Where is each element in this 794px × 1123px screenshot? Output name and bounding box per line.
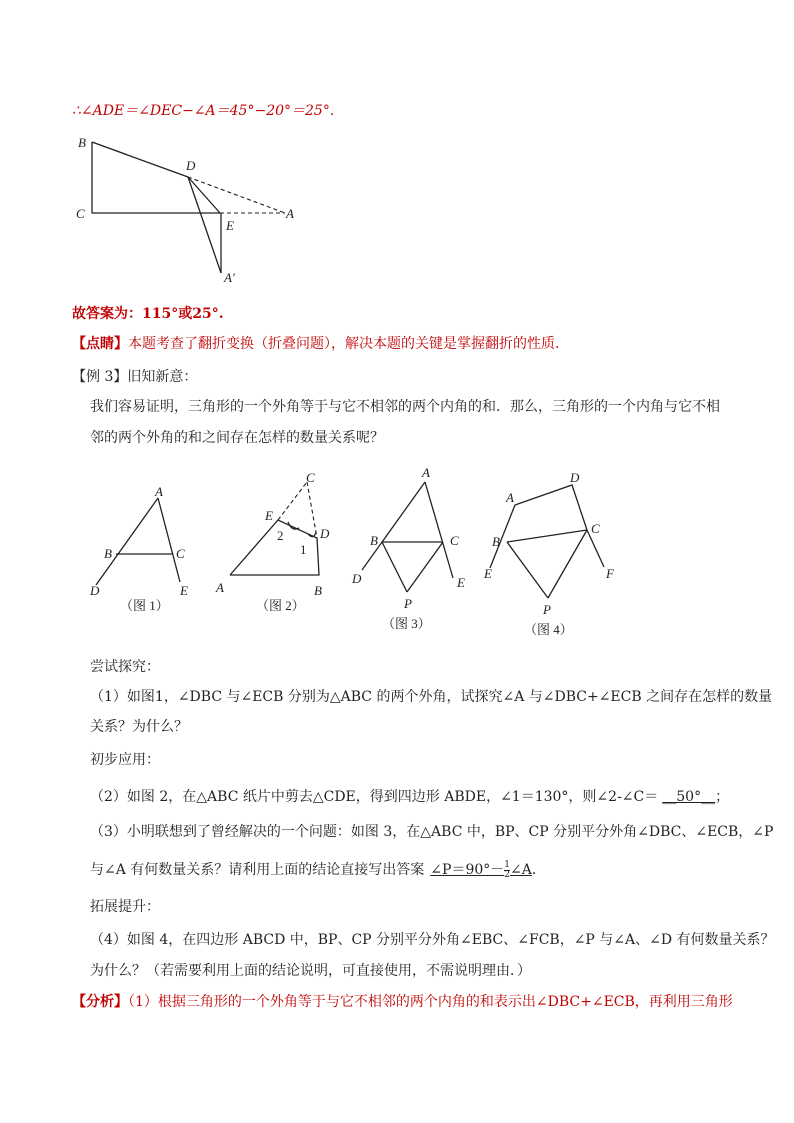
fold-figure-segment-bd [92, 142, 188, 177]
caption-figure-2: （图 2） [256, 598, 305, 613]
question-1-line-2: 关系？为什么？ [90, 719, 188, 735]
analysis-tag: 【分析】 [72, 994, 128, 1010]
label-C: C [76, 206, 85, 221]
question-4-line-1: （4）如图 4，在四边形 ABCD 中，BP、CP 分别平分外角∠EBC、∠FCB，∠P 与∠A、∠D 有何数量关系？ [90, 932, 775, 948]
answer-line: 故答案为：115°或25°. [72, 306, 224, 322]
question-3-text: 与∠A 有何数量关系？请利用上面的结论直接写出答案 [90, 862, 425, 878]
figure-2 [215, 470, 330, 613]
f2-B: B [314, 583, 322, 598]
derivation-formula: ∴∠ADE＝∠DEC−∠A＝45°−20°＝25°. [72, 103, 335, 119]
f3-D: D [352, 571, 362, 586]
figure-1 [89, 484, 188, 613]
label-A-prime: A′ [224, 270, 235, 285]
f3-C: C [450, 533, 459, 548]
prelim-heading: 初步应用： [90, 752, 160, 768]
f4-C: C [591, 521, 600, 536]
figures-row [80, 460, 720, 640]
label-A: A [286, 206, 294, 221]
f2-angle-2: 2 [277, 528, 284, 543]
label-E: E [226, 218, 234, 233]
f4-F: F [606, 566, 614, 581]
f4-B: B [492, 534, 500, 549]
fold-figure [70, 130, 310, 290]
question-4-line-2: 为什么？（若需要利用上面的结论说明，可直接使用，不需说明理由．） [90, 963, 531, 979]
intro-line-2: 邻的两个外角的和之间存在怎样的数量关系呢？ [90, 430, 384, 446]
f4-A: A [506, 490, 514, 505]
fraction-denominator: 2 [504, 869, 510, 880]
intro-line-1: 我们容易证明，三角形的一个外角等于与它不相邻的两个内角的和．那么，三角形的一个内角与它不相 [90, 399, 720, 415]
label-B: B [78, 135, 86, 150]
f2-angle-1: 1 [300, 542, 307, 557]
extend-heading: 拓展提升： [90, 899, 160, 915]
f1-D: D [90, 583, 100, 598]
question-3-line-2 [90, 860, 546, 880]
question-2-text: （2）如图 2，在△ABC 纸片中剪去△CDE，得到四边形 ABDE，∠1＝130°，则∠2-∠C＝ [90, 789, 659, 805]
f2-C: C [306, 470, 315, 485]
label-D: D [186, 158, 196, 173]
question-1-line-1: （1）如图1，∠DBC 与∠ECB 分别为△ABC 的两个外角，试探究∠A 与∠DBC+∠ECB 之间存在怎样的数量 [90, 689, 773, 705]
question-2-answer: __50°__ [662, 789, 716, 805]
analysis-text: （1）根据三角形的一个外角等于与它不相邻的两个内角的和表示出∠DBC+∠ECB，再利用三角形 [128, 994, 733, 1010]
f3-A: A [422, 465, 430, 480]
f3-B: B [370, 533, 378, 548]
question-3-line-1: （3）小明联想到了曾经解决的一个问题：如图 3，在△ABC 中，BP、CP 分别平分外角∠DBC、∠ECB，∠P [90, 824, 774, 840]
analysis-line [72, 992, 733, 1012]
caption-figure-4: （图 4） [524, 622, 573, 637]
f1-C: C [176, 546, 185, 561]
dianjing-line [72, 334, 559, 354]
question-2-end: ； [715, 789, 730, 805]
question-3-answer [430, 859, 532, 880]
example-heading [72, 367, 197, 387]
example-title: 旧知新意： [127, 369, 198, 385]
question-2 [90, 787, 729, 807]
caption-figure-1: （图 1） [120, 598, 169, 613]
fold-figure-segment-da2 [188, 177, 221, 273]
f2-E: E [265, 508, 273, 523]
f1-E: E [180, 583, 188, 598]
figure-4 [483, 470, 615, 637]
caption-figure-3: （图 3） [382, 616, 431, 631]
f2-A: A [216, 580, 224, 595]
f3-P: P [404, 596, 412, 611]
fraction-numerator: 1 [504, 859, 510, 870]
question-3-end: ． [531, 862, 546, 878]
f1-A: A [155, 484, 163, 499]
f4-E: E [484, 566, 492, 581]
dianjing-tag: 【点睛】 [72, 336, 128, 352]
f2-D: D [320, 526, 330, 541]
fold-figure-right-angle [92, 142, 220, 213]
fold-figure-dashed-da [188, 177, 285, 213]
question-3-answer-post: ∠A [510, 862, 532, 878]
f1-B: B [104, 546, 112, 561]
dianjing-text: 本题考查了翻折变换（折叠问题），解决本题的关键是掌握翻折的性质. [128, 336, 560, 352]
example-tag: 【例 3】 [72, 369, 128, 385]
f4-D: D [570, 470, 580, 485]
question-3-answer-pre: ∠P＝90°－ [430, 862, 505, 878]
f4-P: P [543, 602, 551, 617]
try-explore-heading: 尝试探究： [90, 659, 160, 675]
figure-3 [351, 465, 465, 631]
f3-E: E [457, 575, 465, 590]
